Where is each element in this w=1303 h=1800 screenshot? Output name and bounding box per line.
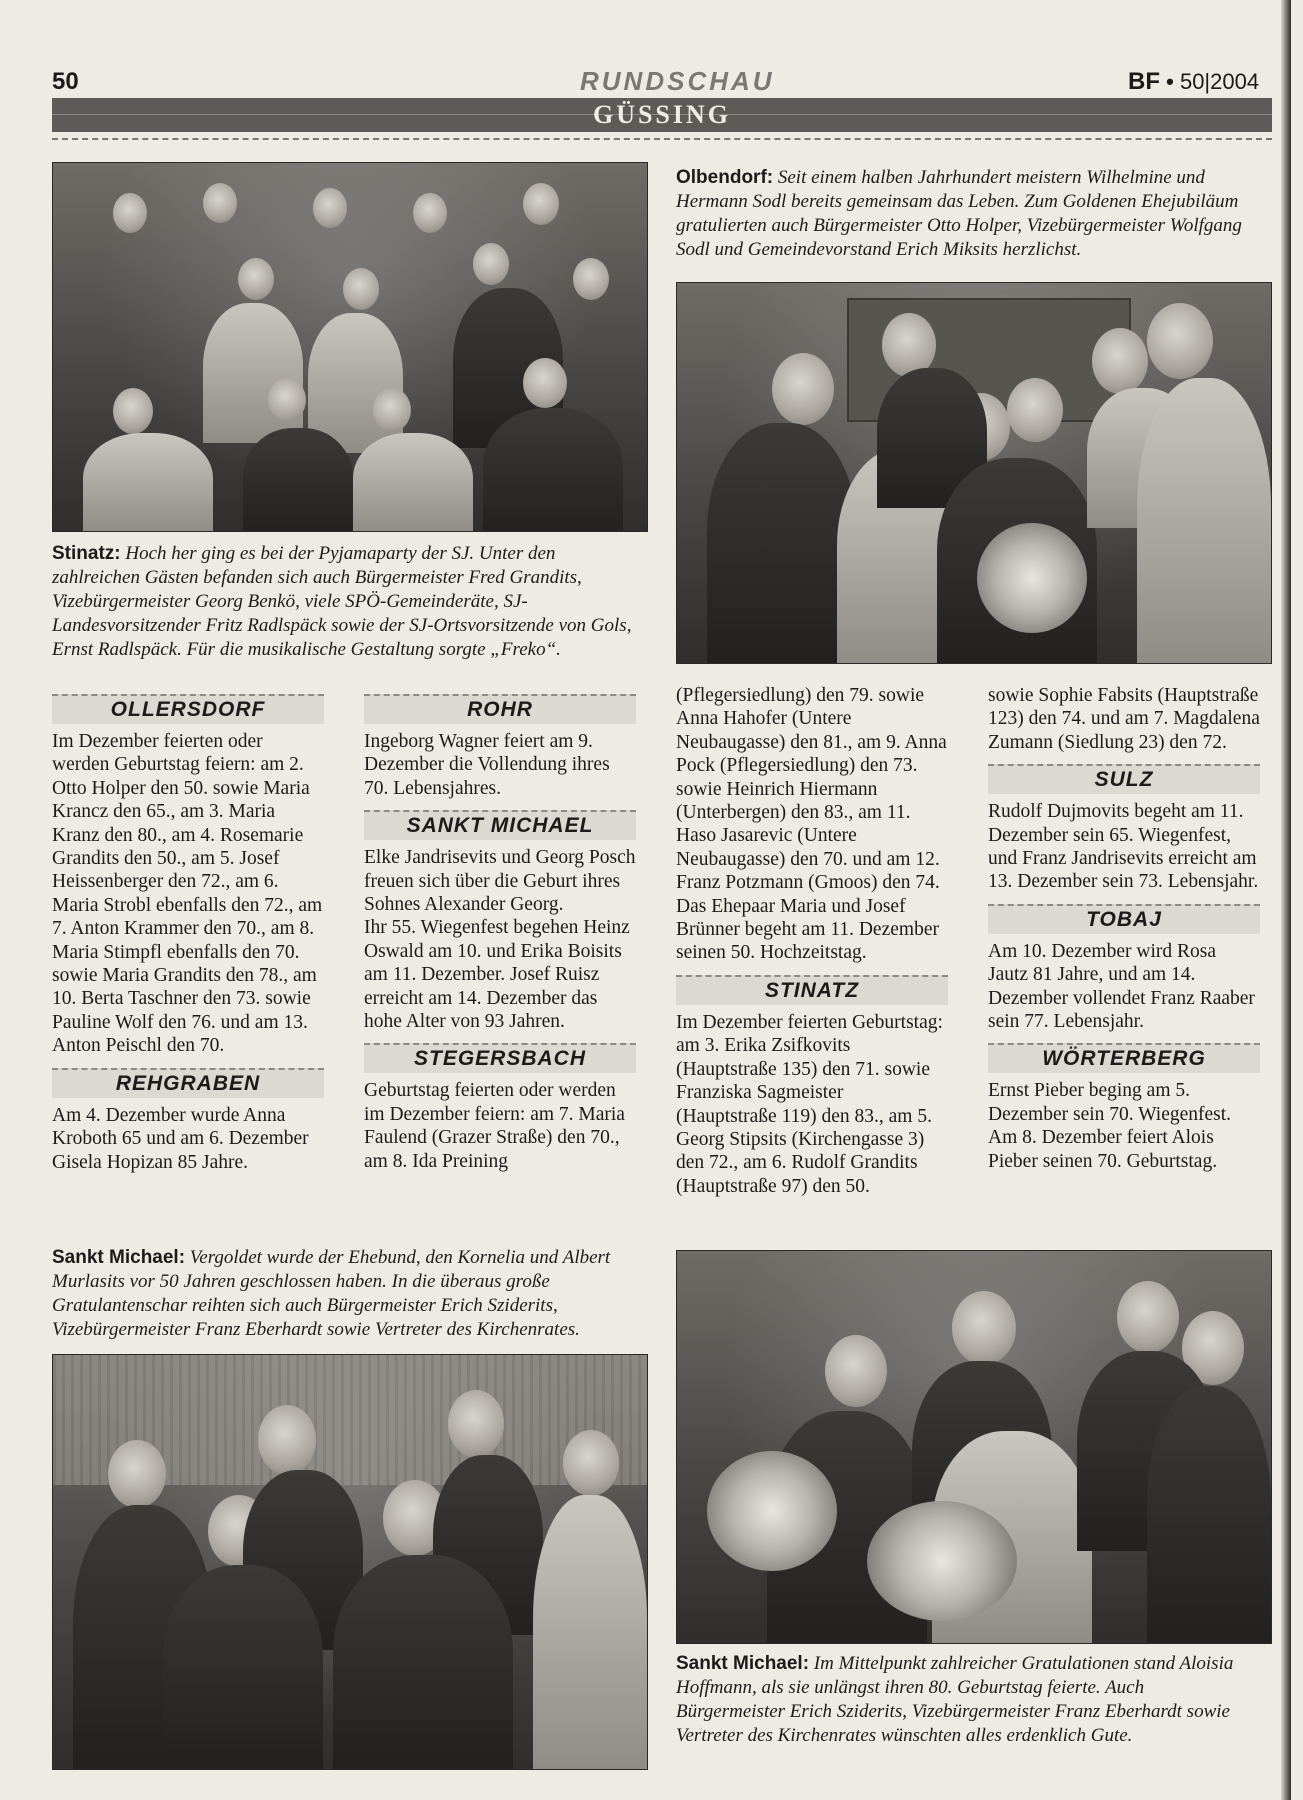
column-2: [364, 690, 636, 1173]
caption-place: Olbendorf:: [676, 167, 774, 188]
section-heading-sulz: SULZ: [988, 764, 1260, 794]
photo-sankt-michael-golden-wedding: [52, 1354, 648, 1770]
section-text-ollersdorf: Im Dezember feierten oder werden Geburtstag feiern: am 2. Otto Holper den 50. sowie Maria Krancz den 65., am 3. Maria Kranz den 80., am 4. Rosemarie Grandits den 50., am 5. Josef Heissenberger den 72., am 6. Maria Strobl ebenfalls den 72., am 7. Anton Krammer den 70., am 8. Maria Stimpfl ebenfalls den 70. sowie Maria Grandits den 78., am 10. Berta Taschner den 73. sowie Pauline Wolf den 76. und am 13. Anton Peischl den 70.: [52, 731, 323, 1057]
section-text-sankt-michael-1: Elke Jandrisevits und Georg Posch freuen sich über die Geburt ihres Sohnes Alexander Georg.: [364, 847, 636, 916]
caption-sankt-michael-golden-wedding: [52, 1246, 646, 1342]
caption-olbendorf: [676, 166, 1256, 262]
section-text-stinatz: Im Dezember feierten Geburtstag: am 3. Erika Zsifkovits (Hauptstraße 135) den 71. sowie Franziska Sagmeister (Hauptstraße 119) den 83., am 5. Georg Stipsits (Kirchengasse 3) den 72., am 6. Rudolf Grandits (Hauptstraße 97) den 50.: [676, 1011, 943, 1197]
caption-place: Sankt Michael:: [52, 1247, 186, 1268]
section-heading-tobaj: TOBAJ: [988, 904, 1260, 934]
column-1: [52, 690, 324, 1174]
issue-brand: BF: [1128, 68, 1160, 95]
masthead: RUNDSCHAU: [580, 66, 775, 96]
section-text-rehgraben: Am 4. Dezember wurde Anna Kroboth 65 und am 6. Dezember Gisela Hopizan 85 Jahre.: [52, 1104, 309, 1173]
section-heading-stegersbach: STEGERSBACH: [364, 1043, 636, 1073]
caption-text: Vergoldet wurde der Ehebund, den Kornelia und Albert Murlasits vor 50 Jahren geschlossen haben. In die überaus große Gratulantenschar reihten sich auch Bürgermeister Erich Sziderits, Vizebürgermeister Franz Eberhardt sowie Vertreter des Kirchenrates.: [52, 1247, 611, 1340]
section-banner: [52, 98, 1272, 132]
header-divider: [52, 138, 1272, 140]
photo-sankt-michael-birthday: [676, 1250, 1272, 1644]
caption-text: Hoch her ging es bei der Pyjamaparty der SJ. Unter den zahlreichen Gästen befanden sich auch Bürgermeister Fred Grandits, Vizebürgermeister Georg Benkö, viele SPÖ-Gemeinderäte, SJ-Landesvorsitzender Fritz Radlspäck sowie der SJ-Ortsvorsitzende von Gols, Ernst Radlspäck. Für die musikalische Gestaltung sorgte „Freko“.: [52, 543, 632, 660]
caption-stinatz: [52, 542, 646, 662]
section-text-sankt-michael-2: Ihr 55. Wiegenfest begehen Heinz Oswald am 10. und Erika Boisits am 11. Dezember. Josef Ruisz erreicht am 14. Dezember das hohe Alter von 93 Jahren.: [364, 917, 630, 1033]
section-heading-woerterberg: WÖRTERBERG: [988, 1043, 1260, 1073]
section-heading-stinatz: STINATZ: [676, 975, 948, 1005]
caption-text: Im Mittelpunkt zahlreicher Gratulationen stand Aloisia Hoffmann, als sie unlängst ihren 80. Geburtstag feierte. Auch Bürgermeister Erich Sziderits, Vizebürgermeister Franz Eberhardt sowie Vertreter des Kirchenrates wünschten alles erdenklich Gute.: [676, 1653, 1234, 1746]
issue-number: 50|2004: [1179, 69, 1260, 94]
section-text-stegersbach-cont-1: (Pflegersiedlung) den 79. sowie Anna Hahofer (Untere Neubaugasse) den 81., am 9. Anna Pock (Pflegersiedlung) den 73. sowie Heinrich Hiermann (Unterbergen) den 83., am 11. Haso Jasarevic (Untere Neubaugasse) den 70. und am 12. Franz Potzmann (Gmoos) den 74.: [676, 685, 947, 894]
photo-olbendorf-golden-jubilee: [676, 282, 1272, 664]
issue-info: [1128, 68, 1259, 96]
section-text-tobaj: Am 10. Dezember wird Rosa Jautz 81 Jahre, und am 14. Dezember vollendet Franz Raaber sein 77. Lebensjahr.: [988, 940, 1255, 1033]
section-text-woerterberg: Ernst Pieber beging am 5. Dezember sein 70. Wiegenfest. Am 8. Dezember feiert Alois Pieber seinen 70. Geburtstag.: [988, 1080, 1232, 1172]
section-heading-sankt-michael: SANKT MICHAEL: [364, 810, 636, 840]
section-heading-rohr: ROHR: [364, 694, 636, 724]
section-text-sulz: Rudolf Dujmovits begeht am 11. Dezember sein 65. Wiegenfest, und Franz Jandrisevits erreicht am 13. Dezember sein 73. Lebensjahr.: [988, 801, 1259, 893]
column-3: [676, 684, 948, 1198]
page-number: 50: [52, 68, 79, 95]
issue-separator: •: [1166, 69, 1174, 94]
section-text-stegersbach-cont-2: Das Ehepaar Maria und Josef Brünner begeht am 11. Dezember seinen 50. Hochzeitstag.: [676, 895, 939, 964]
caption-place: Sankt Michael:: [676, 1653, 810, 1674]
column-4: [988, 684, 1260, 1173]
section-text-stinatz-cont: sowie Sophie Fabsits (Hauptstraße 123) den 74. und am 7. Magdalena Zumann (Siedlung 23) den 72.: [988, 685, 1260, 753]
section-heading-rehgraben: REHGRABEN: [52, 1068, 324, 1098]
caption-sankt-michael-birthday: [676, 1652, 1256, 1748]
section-text-rohr: Ingeborg Wagner feiert am 9. Dezember die Vollendung ihres 70. Lebensjahres.: [364, 731, 610, 799]
caption-text: Seit einem halben Jahrhundert meistern Wilhelmine und Hermann Sodl bereits gemeinsam das Leben. Zum Goldenen Ehejubiläum gratulierten auch Bürgermeister Otto Holper, Vizebürgermeister Wolfgang Sodl und Gemeindevorstand Erich Miksits herzlichst.: [676, 167, 1242, 260]
section-heading-ollersdorf: OLLERSDORF: [52, 694, 324, 724]
page-edge: [1281, 0, 1291, 1800]
caption-place: Stinatz:: [52, 543, 121, 564]
banner-title: GÜSSING: [592, 100, 732, 129]
section-text-stegersbach: Geburtstag feierten oder werden im Dezember feiern: am 7. Maria Faulend (Grazer Straße) den 70., am 8. Ida Preining: [364, 1080, 625, 1172]
photo-stinatz-party: [52, 162, 648, 532]
